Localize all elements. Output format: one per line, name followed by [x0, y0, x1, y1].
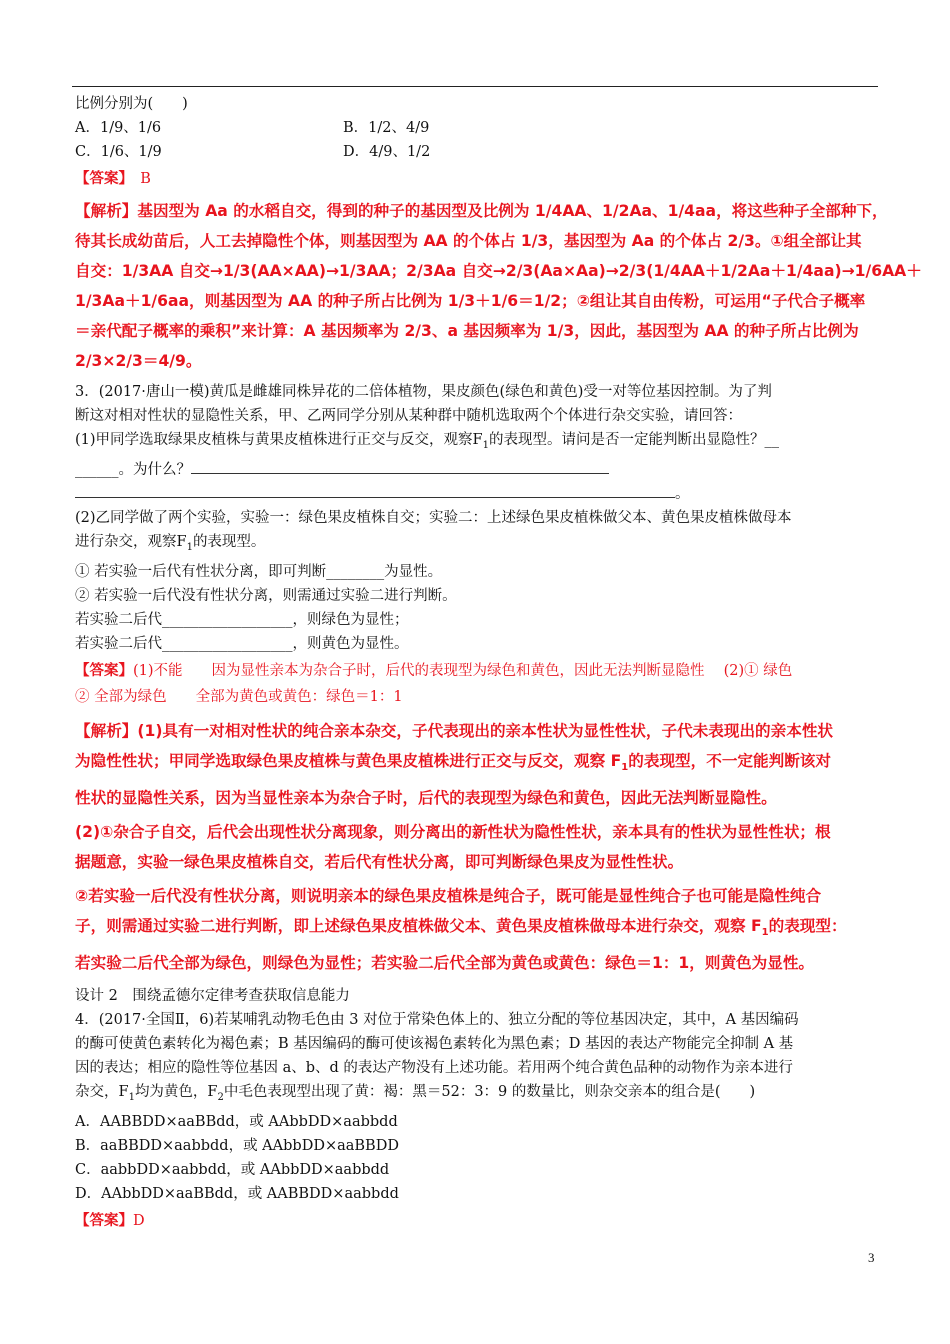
q3-answer-line: (1)不能 因为显性亲本为杂合子时，后代的表现型为绿色和黄色，因此无法判断显隐性 (2)① 绿色 [133, 662, 793, 679]
header-rule [72, 86, 878, 87]
q2-analysis-line: 【解析】基因型为 Aa 的水稻自交，得到的种子的基因型及比例为 1/4AA、1/2Aa、1/4aa，将这些种子全部种下， [75, 202, 888, 220]
q2-option-a: A．1/9、1/6 [75, 120, 162, 136]
document-page [75, 92, 922, 1234]
q2-analysis-label: 【解析】 [75, 202, 138, 220]
q2-analysis-line: 1/3Aa＋1/6aa，则基因型为 AA 的种子所占比例为 1/3＋1/6＝1/2；②组让其自由传粉，可运用“子代合子概率 [75, 292, 866, 310]
q2-answer [75, 166, 880, 192]
q2-options-row-1 [75, 116, 880, 140]
q3-analysis-line: 据题意，实验一绿色果皮植株自交，若后代有性状分离，即可判断绿色果皮为显性性状。 [75, 852, 684, 871]
q3-part2-item: 若实验二后代__________________，则黄色为显性。 [75, 635, 409, 652]
q3-answer [75, 658, 880, 684]
answer-blank[interactable] [191, 461, 609, 474]
q3-part1-cont: ______。为什么？ [75, 458, 880, 482]
q4-stem-line: 的酶可使黄色素转化为褐色素；B 基因编码的酶可使该褐色素转化为黑色素；D 基因的表达产物能完全抑制 A 基 [75, 1036, 794, 1052]
q3-intro-line: 断这对相对性状的显隐性关系，甲、乙两同学分别从某种群中随机选取两个个体进行杂交实验，请回答： [75, 408, 742, 424]
q4-option-a: A．AABBDD×aaBBdd，或 AAbbDD×aabbdd [75, 1113, 398, 1130]
q3-analysis-line: 为隐性性状；甲同学选取绿色果皮植株与黄色果皮植株进行正交与反交，观察 $F_1$的表现型，不一定能判断该对 [75, 751, 831, 773]
q3-analysis-line: ②若实验一后代没有性状分离，则说明亲本的绿色果皮植株是纯合子，既可能是显性纯合子也可能是隐性纯合 [75, 886, 822, 905]
q2-answer-value: B [125, 171, 151, 187]
q3-part2-item: ① 若实验一后代有性状分离，即可判断________为显性。 [75, 563, 443, 580]
q2-options-row-2 [75, 140, 880, 164]
q3-part1-blank-line: 。 [75, 482, 880, 506]
q2-answer-label: 【答案】 [75, 171, 126, 187]
q2-option-d: D．4/9、1/2 [343, 144, 431, 160]
q3-part2-item: ② 若实验一后代没有性状分离，则需通过实验二进行判断。 [75, 587, 457, 604]
q3-intro-line: 3．(2017·唐山一模)黄瓜是雌雄同株异花的二倍体植物，果皮颜色(绿色和黄色)受一对等位基因控制。为了判 [75, 384, 772, 400]
q3-answer-line: ② 全部为绿色 全部为黄色或黄色：绿色＝1：1 [75, 688, 403, 705]
q3-part2-line: (2)乙同学做了两个实验，实验一：绿色果皮植株自交；实验二：上述绿色果皮植株做父本、黄色果皮植株做母本 [75, 509, 792, 526]
q4-answer-value: D [133, 1212, 145, 1229]
q3-part2-line: 进行杂交，观察$F_1$的表现型。 [75, 533, 266, 553]
q4-option-c: C．aabbDD×aabbdd，或 AAbbDD×aabbdd [75, 1161, 390, 1178]
q3-analysis [75, 716, 880, 978]
q2-analysis-line: ＝亲代配子概率的乘积”来计算：A 基因频率为 2/3、a 基因频率为 1/3，因此，基因型为 AA 的种子所占比例为 [75, 322, 859, 340]
q3-answer-label: 【答案】 [75, 662, 133, 679]
q2-analysis-line: 2/3×2/3＝4/9。 [75, 352, 202, 370]
q3-analysis-line: 性状的显隐性关系，因为当显性亲本为杂合子时，后代的表现型为绿色和黄色，因此无法判断显隐性。 [75, 788, 777, 807]
q2-stem-tail: 比例分别为( ) [75, 96, 188, 112]
q3-part1: (1)甲同学选取绿果皮植株与黄果皮植株进行正交与反交，观察$F_1$的表现型。请问是否一定能判断出显隐性？__ [75, 432, 779, 451]
q3-analysis-label: 【解析】 [75, 721, 138, 740]
q4-answer-label: 【答案】 [75, 1212, 133, 1229]
q2-analysis-line: 待其长成幼苗后，人工去掉隐性个体，则基因型为 AA 的个体占 1/3，基因型为 Aa 的个体占 2/3。①组全部让其 [75, 232, 862, 250]
q4-stem-line: 因的表达；相应的隐性等位基因 a、b、d 的表达产物没有上述功能。若用两个纯合黄色品种的动物作为亲本进行 [75, 1060, 793, 1076]
q3-analysis-line: 子，则需通过实验二进行判断，即上述绿色果皮植株做父本、黄色果皮植株做母本进行杂交，观察 $F_1$的表现型： [75, 916, 847, 938]
q3-analysis-line: (2)①杂合子自交，后代会出现性状分离现象，则分离出的新性状为隐性性状，亲本具有的性状为显性性状；根 [75, 822, 831, 841]
q2-analysis-line: 自交：1/3AA 自交→1/3(AA×AA)→1/3AA；2/3Aa 自交→2/3(Aa×Aa)→2/3(1/4AA＋1/2Aa＋1/4aa)→1/6AA＋ [75, 262, 922, 280]
q4-option-d: D．AAbbDD×aaBBdd，或 AABBDD×aabbdd [75, 1185, 399, 1202]
q3-analysis-line: 若实验二后代全部为绿色，则绿色为显性；若实验二后代全部为黄色或黄色：绿色＝1：1，则黄色为显性。 [75, 954, 815, 972]
q2-analysis [75, 196, 922, 376]
q2-option-b: B．1/2、4/9 [343, 120, 430, 136]
q4-stem-line: 4．(2017·全国Ⅱ，6)若某哺乳动物毛色由 3 对位于常染色体上的、独立分配的等位基因决定，其中，A 基因编码 [75, 1012, 799, 1028]
section-heading: 设计 2 围绕孟德尔定律考查获取信息能力 [75, 988, 350, 1004]
q3-part2-item: 若实验二后代__________________，则绿色为显性； [75, 611, 409, 628]
q4-option-b: B．aaBBDD×aabbdd，或 AAbbDD×aaBBDD [75, 1137, 399, 1154]
q4-stem-line: 杂交，$F_1$均为黄色，$F_2$中毛色表现型出现了黄：褐：黑＝52：3：9 的数量比，则杂交亲本的组合是( ) [75, 1084, 756, 1103]
q2-option-c: C．1/6、1/9 [75, 144, 162, 160]
q4-answer [75, 1208, 880, 1234]
answer-blank[interactable] [75, 485, 675, 498]
q3-analysis-line: 【解析】(1)具有一对相对性状的纯合亲本杂交，子代表现出的亲本性状为显性性状，子代未表现出的亲本性状 [75, 721, 834, 740]
page-number: 3 [868, 1250, 875, 1265]
